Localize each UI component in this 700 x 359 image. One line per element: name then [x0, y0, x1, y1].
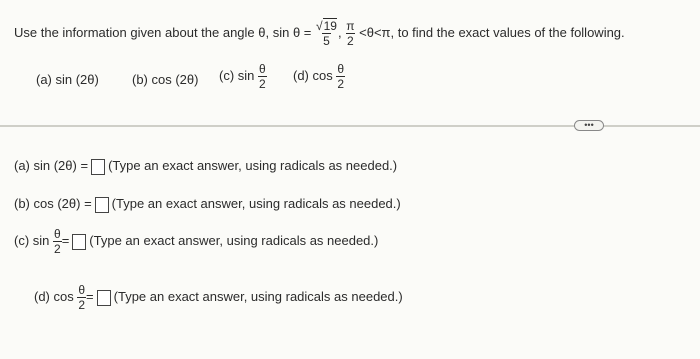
- two-denominator: 2: [78, 298, 86, 312]
- separator: ,: [337, 24, 342, 40]
- theta-over-two-fraction: [258, 63, 267, 90]
- answer-a-input[interactable]: [91, 159, 105, 175]
- two-denominator: 2: [54, 242, 61, 256]
- two-denominator: 2: [337, 77, 345, 91]
- part-b-label: (b) cos (2θ): [132, 72, 199, 87]
- answer-d-hint: (Type an exact answer, using radicals as needed.): [113, 288, 403, 304]
- answer-row-a: [14, 158, 397, 175]
- answer-b-label: (b) cos (2θ) =: [14, 196, 92, 211]
- part-c-prefix: (c) sin: [219, 67, 255, 83]
- two-denominator: 2: [259, 77, 266, 91]
- sin-radicand: 19: [323, 19, 337, 33]
- answer-b-hint: (Type an exact answer, using radicals as needed.): [111, 196, 401, 211]
- theta-symbol: θ: [259, 62, 266, 76]
- answer-b-input[interactable]: [95, 197, 109, 213]
- sin-value-fraction: [315, 20, 338, 47]
- more-options-button[interactable]: •••: [574, 120, 604, 131]
- theta-over-two-fraction: [336, 63, 345, 90]
- question-suffix: <θ<π, to find the exact values of the following.: [359, 24, 625, 40]
- answer-d-prefix: (d) cos: [34, 288, 74, 304]
- range-denominator: 2: [347, 34, 354, 48]
- theta-over-two-fraction: [53, 228, 62, 255]
- question-text: [14, 20, 625, 47]
- theta-symbol: θ: [337, 62, 345, 76]
- sqrt-icon: √: [316, 19, 323, 33]
- theta-symbol: θ: [78, 283, 86, 297]
- answer-row-d: [34, 284, 403, 311]
- sin-denominator: 5: [323, 34, 330, 48]
- answer-c-input[interactable]: [72, 234, 86, 250]
- part-d-label: [293, 63, 345, 90]
- answer-c-prefix: (c) sin: [14, 232, 50, 248]
- part-c-label: [219, 63, 267, 90]
- theta-over-two-fraction: [77, 284, 86, 311]
- question-prefix: Use the information given about the angle θ, sin θ =: [14, 24, 312, 40]
- answer-row-c: [14, 228, 378, 255]
- answer-d-input[interactable]: [97, 290, 111, 306]
- pi-symbol: π: [346, 19, 355, 33]
- answer-row-b: [14, 196, 401, 213]
- part-d-prefix: (d) cos: [293, 67, 333, 83]
- answer-a-hint: (Type an exact answer, using radicals as needed.): [108, 158, 398, 173]
- theta-symbol: θ: [54, 227, 61, 241]
- equals-sign: =: [61, 232, 70, 248]
- answer-a-label: (a) sin (2θ) =: [14, 158, 89, 173]
- part-a-label: (a) sin (2θ): [36, 72, 99, 87]
- equals-sign: =: [86, 288, 94, 304]
- pi-over-two-fraction: [345, 20, 355, 47]
- answer-c-hint: (Type an exact answer, using radicals as needed.): [89, 232, 379, 248]
